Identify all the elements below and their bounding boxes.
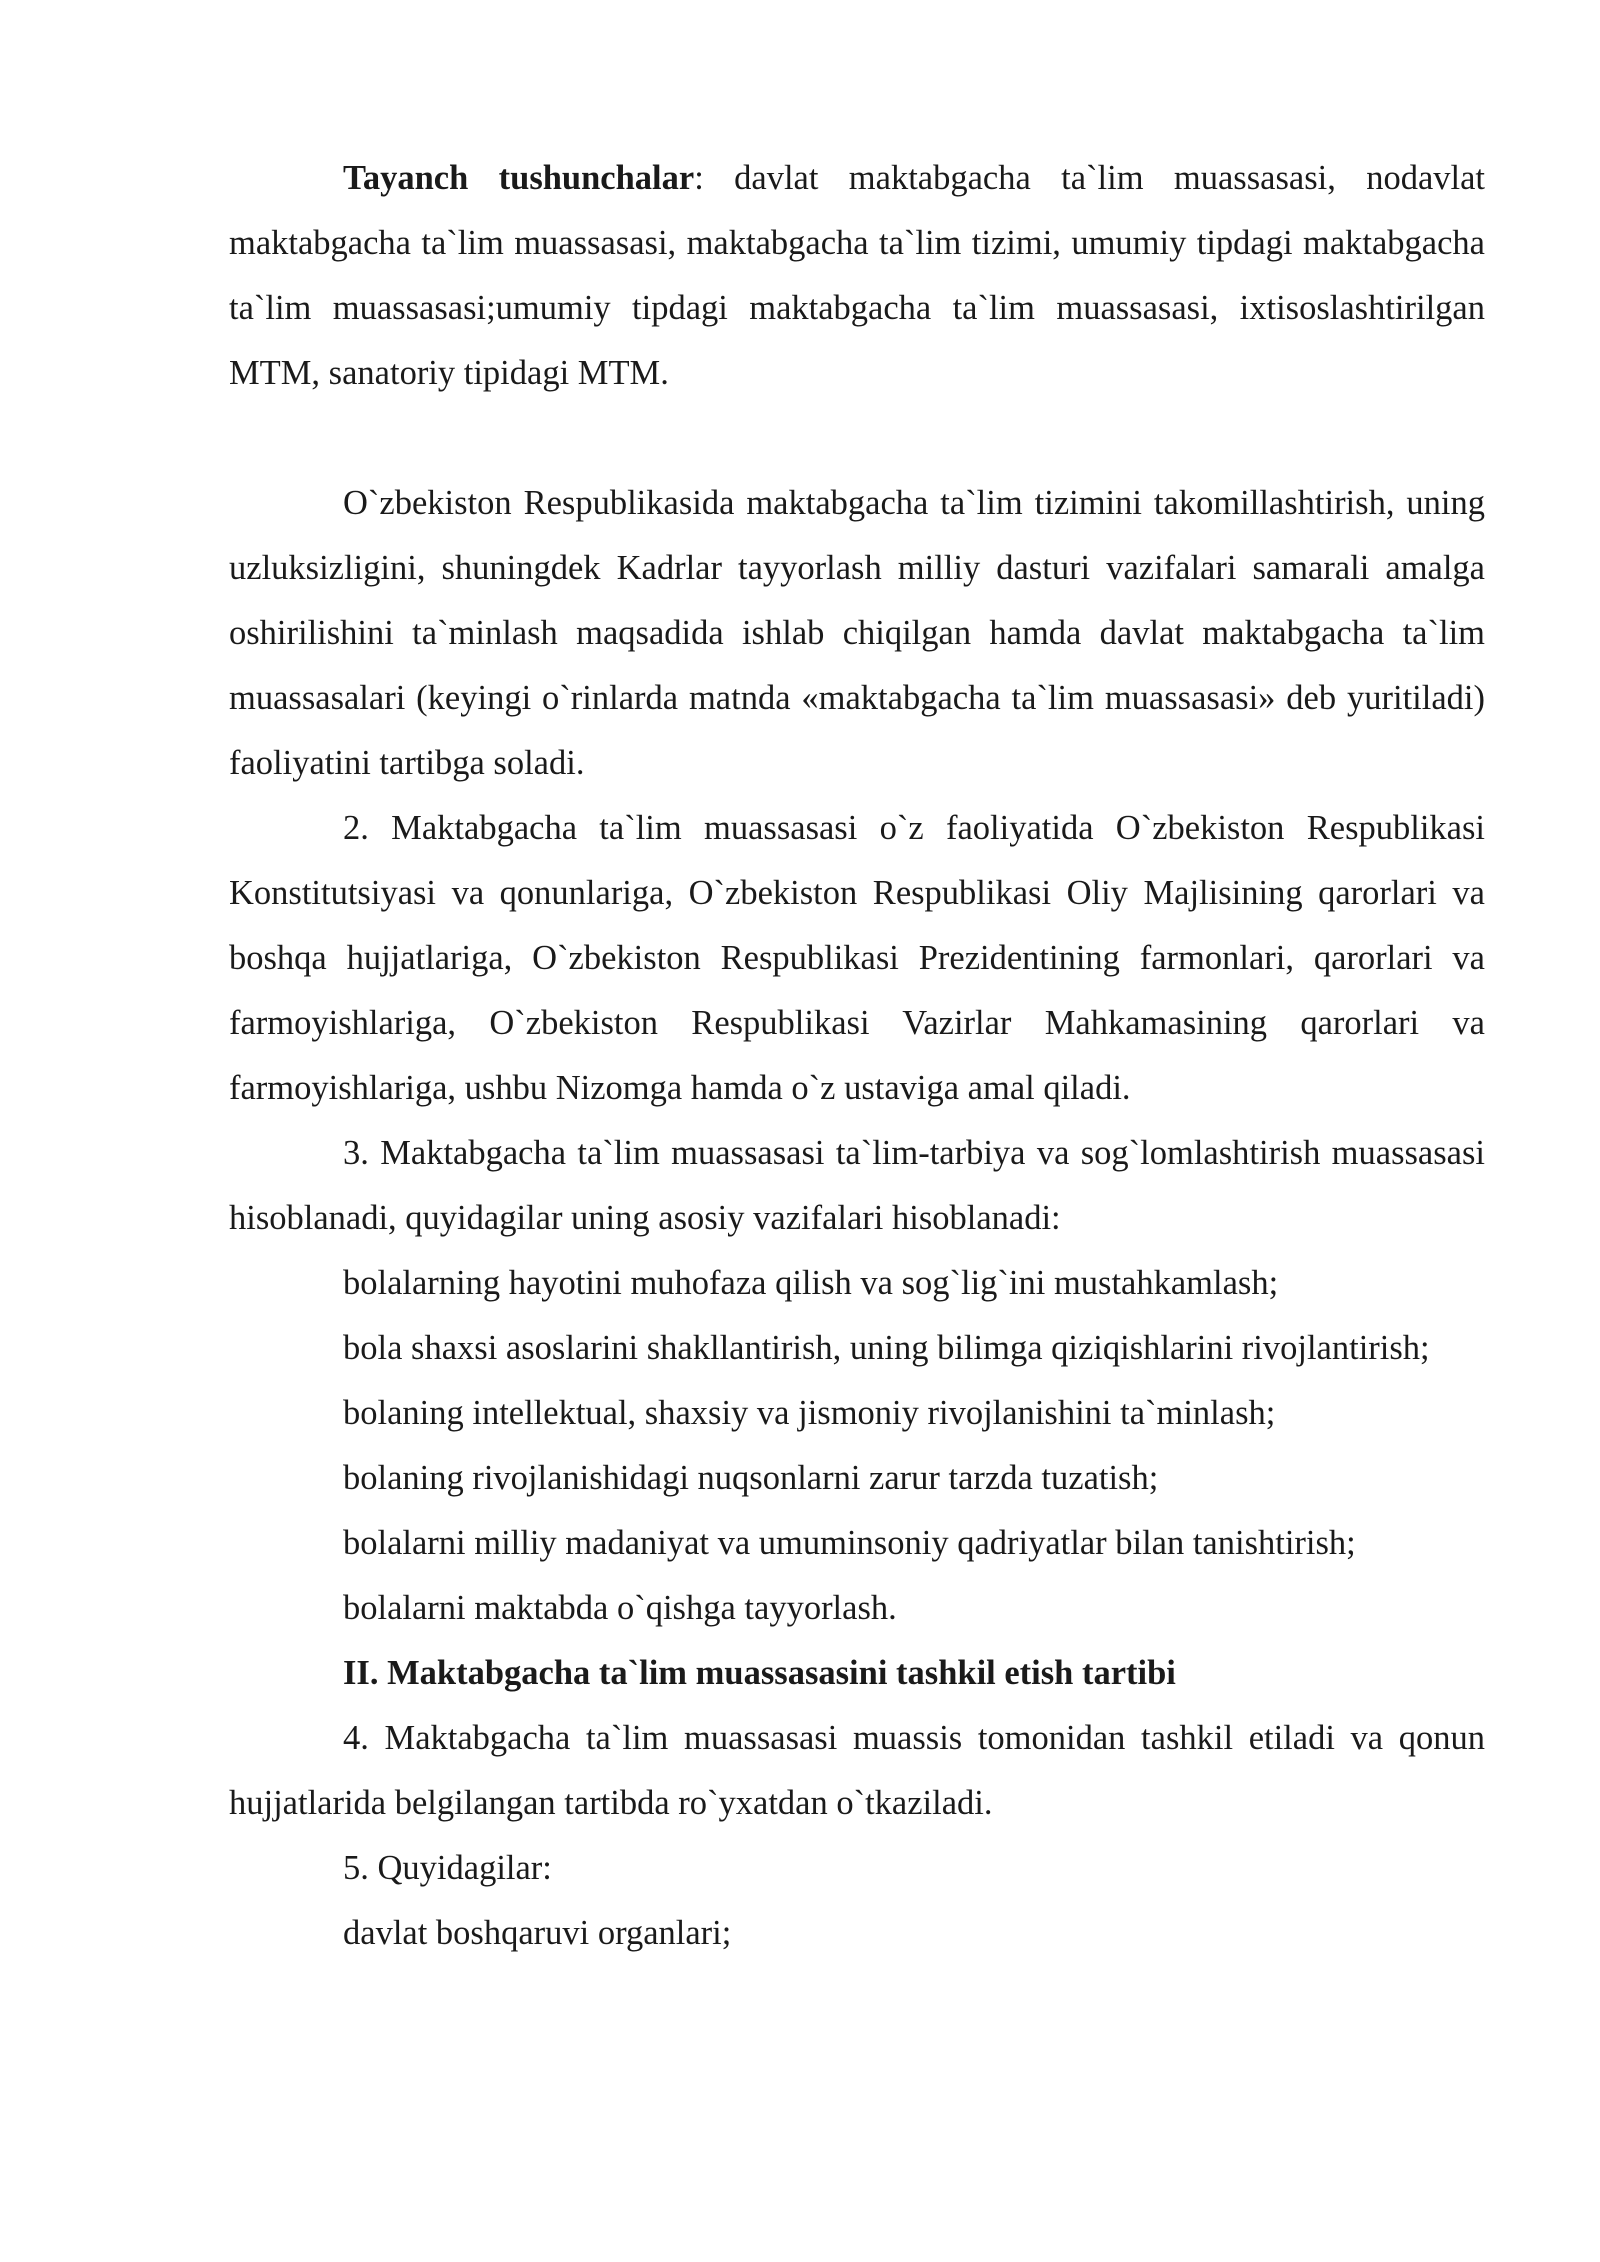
founder-item: davlat boshqaruvi organlari;: [343, 1914, 732, 1952]
paragraph-3-tasks-intro: 3. Maktabgacha ta`lim muassasasi ta`lim-tarbiya va sog`lomlashtirish muassasasi hisoblanadi, quyidagilar uning asosiy vazifalari hisoblanadi:: [229, 1134, 1485, 1237]
task-item: bola shaxsi asoslarini shakllantirish, uning bilimga qiziqishlarini rivojlantirish;: [343, 1329, 1430, 1367]
task-item: bolaning rivojlanishidagi nuqsonlarni zarur tarzda tuzatish;: [343, 1459, 1159, 1497]
task-item: bolaning intellektual, shaxsiy va jismoniy rivojlanishini ta`minlash;: [343, 1394, 1276, 1432]
intro-label: Tayanch tushunchalar: [343, 159, 695, 197]
document-page: [229, 146, 1485, 1966]
intro-paragraph: [229, 146, 1485, 406]
section-heading: II. Maktabgacha ta`lim muassasasini tashkil etish tartibi: [343, 1654, 1176, 1692]
task-item: bolalarni milliy madaniyat va umuminsoniy qadriyatlar bilan tanishtirish;: [343, 1524, 1356, 1562]
task-item: bolalarning hayotini muhofaza qilish va sog`lig`ini mustahkamlash;: [343, 1264, 1279, 1302]
paragraph-gap: [229, 406, 1485, 471]
paragraph-5-founders: 5. Quyidagilar:: [343, 1849, 552, 1887]
paragraph-4-registration: 4. Maktabgacha ta`lim muassasasi muassis tomonidan tashkil etiladi va qonun hujjatlarida belgilangan tartibda ro`yxatdan o`tkaziladi.: [229, 1719, 1485, 1822]
paragraph-purpose: O`zbekiston Respublikasida maktabgacha ta`lim tizimini takomillashtirish, uning uzluksizligini, shuningdek Kadrlar tayyorlash milliy dasturi vazifalari samarali amalga oshirilishini ta`minlash maqsadida ishlab chiqilgan hamda davlat maktabgacha ta`lim muassasalari (keyingi o`rinlarda matnda «maktabgacha ta`lim muassasasi» deb yuritiladi) faoliyatini tartibga soladi.: [229, 484, 1485, 782]
paragraph-2-legal-basis: 2. Maktabgacha ta`lim muassasasi o`z faoliyatida O`zbekiston Respublikasi Konstitutsiyasi va qonunlariga, O`zbekiston Respublikasi Oliy Majlisining qarorlari va boshqa hujjatlariga, O`zbekiston Respublikasi Prezidentining farmonlari, qarorlari va farmoyishlariga, O`zbekiston Respublikasi Vazirlar Mahkamasining qarorlari va farmoyishlariga, ushbu Nizomga hamda o`z ustaviga amal qiladi.: [229, 809, 1485, 1107]
task-item: bolalarni maktabda o`qishga tayyorlash.: [343, 1589, 897, 1627]
intro-text: : davlat maktabgacha ta`lim muassasasi, nodavlat maktabgacha ta`lim muassasasi, maktabgacha ta`lim tizimi, umumiy tipdagi maktabgacha ta`lim muassasasi;umumiy tipdagi maktabgacha ta`lim muassasasi, ixtisoslashtirilgan MTM, sanatoriy tipidagi MTM.: [229, 159, 1485, 392]
